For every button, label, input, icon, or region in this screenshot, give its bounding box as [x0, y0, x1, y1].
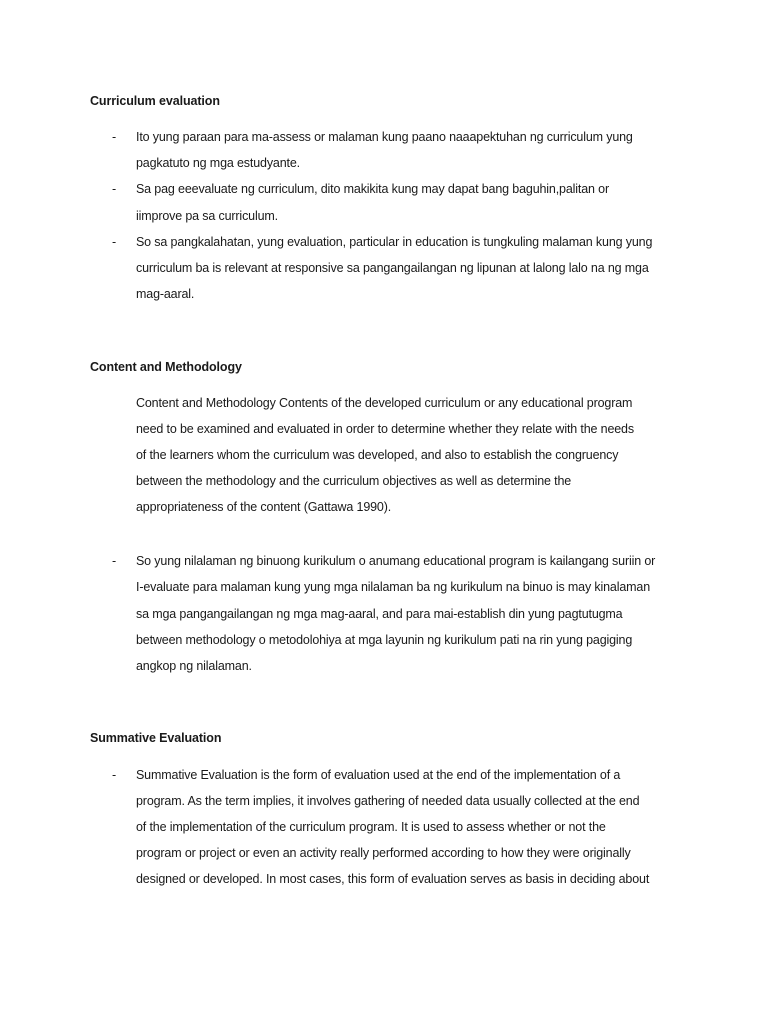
paragraph-line: need to be examined and evaluated in order to determine whether they relate with the needs: [136, 422, 634, 436]
bullet-line: I-evaluate para malaman kung yung mga nilalaman ba ng kurikulum na binuo is may kinalaman: [136, 580, 651, 594]
bullet-line: Ito yung paraan para ma-assess or malaman kung paano naaapektuhan ng curriculum yung: [136, 130, 633, 144]
bullet-line: So yung nilalaman ng binuong kurikulum o anumang educational program is kailangang suriin or: [136, 554, 656, 568]
paragraph-line: between the methodology and the curriculum objectives as well as determine the: [136, 474, 572, 488]
bullet-line: pagkatuto ng mga estudyante.: [136, 156, 300, 170]
bullet-marker: -: [112, 182, 117, 196]
bullet-line: Sa pag eeevaluate ng curriculum, dito makikita kung may dapat bang baguhin,palitan or: [136, 182, 609, 196]
bullet-line: iimprove pa sa curriculum.: [136, 209, 278, 223]
bullet-line: So sa pangkalahatan, yung evaluation, particular in education is tungkuling malaman kung yung: [136, 235, 653, 249]
paragraph-line: appropriateness of the content (Gattawa 1990).: [136, 500, 392, 514]
bullet-line: Summative Evaluation is the form of evaluation used at the end of the implementation of a: [136, 768, 621, 782]
section-heading-summative-evaluation: Summative Evaluation: [90, 731, 222, 745]
section-heading-content-and-methodology: Content and Methodology: [90, 360, 242, 374]
bullet-line: program. As the term implies, it involves gathering of needed data usually collected at the end: [136, 794, 640, 808]
section-heading-curriculum-evaluation: Curriculum evaluation: [90, 94, 220, 108]
paragraph-line: of the learners whom the curriculum was developed, and also to establish the congruency: [136, 448, 619, 462]
bullet-marker: -: [112, 130, 117, 144]
bullet-line: angkop ng nilalaman.: [136, 659, 252, 673]
bullet-line: program or project or even an activity really performed according to how they were originally: [136, 846, 631, 860]
bullet-line: between methodology o metodolohiya at mga layunin ng kurikulum pati na rin yung pagiging: [136, 633, 633, 647]
bullet-marker: -: [112, 235, 117, 249]
bullet-line: of the implementation of the curriculum program. It is used to assess whether or not the: [136, 820, 606, 834]
bullet-marker: -: [112, 554, 117, 568]
bullet-line: curriculum ba is relevant at responsive sa pangangailangan ng lipunan at lalong lalo na ng mga: [136, 261, 649, 275]
paragraph-line: Content and Methodology Contents of the developed curriculum or any educational program: [136, 396, 633, 410]
bullet-line: mag-aaral.: [136, 287, 195, 301]
bullet-marker: -: [112, 768, 117, 782]
bullet-line: sa mga pangangailangan ng mga mag-aaral, and para mai-establish din yung pagtutugma: [136, 607, 623, 621]
bullet-line: designed or developed. In most cases, this form of evaluation serves as basis in deciding about: [136, 872, 650, 886]
